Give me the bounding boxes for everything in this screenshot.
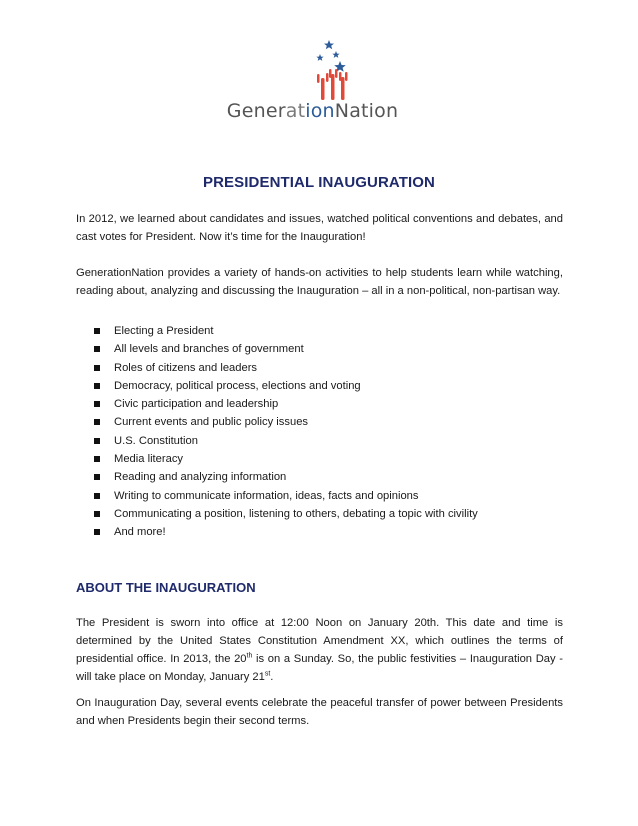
list-item xyxy=(92,468,562,486)
bullet-square-icon xyxy=(94,365,100,371)
about-sup-th: th xyxy=(246,652,253,660)
logo-word-part1: Gener xyxy=(226,100,286,122)
list-item-label: Media literacy xyxy=(114,453,184,466)
bullet-square-icon xyxy=(94,493,100,499)
list-item-label: Writing to communicate information, ideas, facts and opinions xyxy=(114,489,419,502)
list-item xyxy=(92,395,562,413)
about-text-a: The President is sworn into office at 12:00 Noon on January 20th. This date and time is determined by the United States Constitution Amendment XX, which outlines the terms of presidential office. In 2013, the 20 xyxy=(76,617,563,665)
bullet-square-icon xyxy=(94,419,100,425)
logo-wordmark xyxy=(210,100,415,122)
about-text-c: . xyxy=(270,671,274,683)
list-item-label: All levels and branches of government xyxy=(114,343,304,356)
bullet-square-icon xyxy=(94,383,100,389)
topics-list xyxy=(92,322,562,542)
list-item xyxy=(92,523,562,541)
list-item-label: Civic participation and leadership xyxy=(114,398,279,411)
list-item xyxy=(92,487,562,505)
list-item xyxy=(92,377,562,395)
bullet-square-icon xyxy=(94,401,100,407)
stars-hands-icon xyxy=(210,34,415,104)
list-item xyxy=(92,359,562,377)
bullet-square-icon xyxy=(94,529,100,535)
about-text-b: is on a Sunday. So, the public festivities – Inauguration Day - will take place on Monday, January 21 xyxy=(76,653,563,683)
logo-word-part4: Nation xyxy=(334,100,399,122)
list-item-label: Current events and public policy issues xyxy=(114,416,309,429)
about-paragraph-2: On Inauguration Day, several events celebrate the peaceful transfer of power between Presidents and when Presidents begin their second terms. xyxy=(76,697,563,727)
bullet-square-icon xyxy=(94,511,100,517)
list-item-label: Roles of citizens and leaders xyxy=(114,361,258,374)
list-item xyxy=(92,322,562,340)
list-item xyxy=(92,340,562,358)
about-paragraph-1 xyxy=(76,614,563,686)
bullet-square-icon xyxy=(94,438,100,444)
list-item-label: And more! xyxy=(114,526,166,539)
list-item-label: Electing a President xyxy=(114,325,214,337)
list-item-label: Reading and analyzing information xyxy=(114,471,287,484)
list-item-label: U.S. Constitution xyxy=(114,434,198,447)
list-item xyxy=(92,432,562,450)
list-item-label: Democracy, political process, elections and voting xyxy=(114,379,361,392)
list-item-label: Communicating a position, listening to others, debating a topic with civility xyxy=(114,507,478,520)
list-item xyxy=(92,505,562,523)
bullet-square-icon xyxy=(94,328,100,334)
generationnation-logo xyxy=(210,34,415,129)
bullet-square-icon xyxy=(94,474,100,480)
bullet-square-icon xyxy=(94,456,100,462)
bullet-square-icon xyxy=(94,346,100,352)
logo-word-part3: ion xyxy=(305,100,335,122)
section-heading-about: ABOUT THE INAUGURATION xyxy=(76,580,256,595)
list-item xyxy=(92,450,562,468)
logo-word-part2: at xyxy=(285,100,306,122)
about-sup-st: st xyxy=(264,670,271,678)
description-paragraph: GenerationNation provides a variety of hands-on activities to help students learn while watching, reading about, analyzing and discussing the Inauguration – all in a non-political, non-partisan way. xyxy=(76,267,563,297)
intro-paragraph: In 2012, we learned about candidates and issues, watched political conventions and debates, and cast votes for President. Now it’s time for the Inauguration! xyxy=(76,213,563,243)
page-title: PRESIDENTIAL INAUGURATION xyxy=(203,174,435,191)
list-item xyxy=(92,413,562,431)
